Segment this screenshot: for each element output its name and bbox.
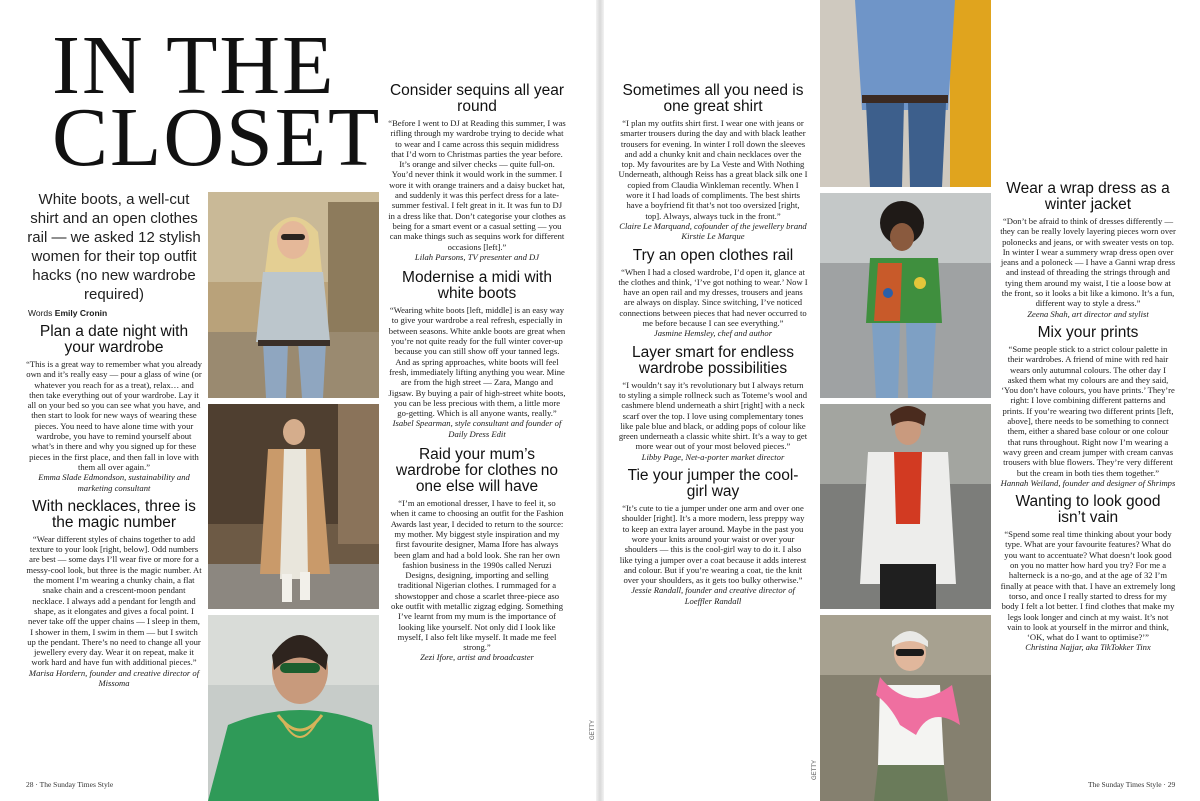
section-heading-sequins: Consider sequins all year round: [389, 82, 565, 115]
section-body-midi: “Wearing white boots [left, middle] is an easy way to give your wardrobe a real refresh, especially in between seasons. White ankle boots are great when you’re not quite ready for the full winter cover-up because you can still show off your tanned legs. And as spring approaches, white boots will feel fresh, immediately lifting anything you wear. Mine are from the high street — Zara, Mango and Jigsaw. By buying a pair of high-street white boots, you can be less precious with them, a little more go-getting. Which is all anyone wants, really.”: [388, 305, 566, 419]
photo-white-shirt-layer: [820, 404, 991, 609]
feature-title: [52, 19, 382, 184]
column-right-1: [618, 80, 808, 780]
section-heading-midi: Modernise a midi with white boots: [402, 269, 552, 303]
section-body-layer: “I wouldn’t say it’s revolutionary but I always return to styling a simple rollneck such as Toteme’s wool and cashmere blend underneath a shirt [right] with a neck scarf over the top. I love using complementary tones like pale blue and black, or adding pops of colour like green underneath a classic white shirt. It’s a way to get more wear out of your most beloved pieces.”: [618, 379, 808, 452]
section-body-wrap: “Don’t be afraid to think of dresses differently — they can be really lovely layering pieces worn over polonecks and jeans, or with sweater vests on top. In winter I wear a summery wrap dress open over jeans and a poloneck — I have a Ganni wrap dress and instead of threading the strings through and tying them around my waist, I tie a loose bow at the front, so it looks a bit like a kimono. It’s a fun, different way to style a dress.”: [1000, 216, 1176, 309]
byline: Words Emily Cronin: [28, 308, 108, 318]
photo-credit-left: GETTY: [590, 719, 596, 740]
section-body-shirt: “I plan my outfits shirt first. I wear one with jeans or smarter trousers during the day and with black leather trousers for evening. In winter I roll down the sleeves and add a chunky knit and chain necklaces over the top. My favourites are by La Veste and With Nothing Underneath, although Reiss has a great black silk one I copied from Claudia Winkleman recently. When I wore it I had loads of compliments. The best shirts have a boyfriend fit that’s not too oversized [right, top]. Always, always tuck in the front.”: [618, 118, 808, 221]
section-heading-date-night: Plan a date night with your wardrobe: [39, 323, 189, 356]
folio-left: 28 · The Sunday Times Style: [26, 780, 114, 789]
section-credit-jumper: Jessie Randall, founder and creative director of Loeffler Randall: [631, 585, 795, 606]
section-credit-mum: Zezi Ifore, artist and broadcaster: [420, 652, 534, 663]
section-credit-midi: Isabel Spearman, style consultant and founder of Daily Dress Edit: [392, 418, 562, 439]
section-heading-necklaces: With necklaces, three is the magic number: [32, 497, 196, 531]
column-left-1: [26, 190, 202, 782]
section-credit-wrap: Zeena Shah, art director and stylist: [1027, 308, 1149, 319]
feature-title-line1: IN THE: [52, 19, 336, 112]
folio-right: The Sunday Times Style · 29: [1088, 780, 1176, 789]
section-body-rail: “When I had a closed wardrobe, I’d open it, glance at the clothes and think, ‘I’ve got nothing to wear.’ Now I have an open rail and my dresses, trousers and jeans are always on display. Since switching, I’ve noticed connections between pieces that had never occurred to me before because I can see everything.”: [618, 266, 808, 329]
standfirst: White boots, a well-cut shirt and an open clothes rail — we asked 12 stylish women for their top outfit hacks (no new wardrobe required): [27, 191, 201, 303]
section-credit-necklaces: Marisa Hordern, founder and creative director of Missoma: [28, 667, 200, 689]
section-body-date-night: “This is a great way to remember what you already own and it’s really easy — pour a glass of wine (or whatever you reach for as a treat), relax… and then take everything out of your wardrobe. Lay it all on your bed so you can see what you have, and then start to look for new ways of wearing these pieces. You need to have alone time with your wardrobe, you have to remind yourself about what’s in there and why you signed up for these pieces in the first place, and then fall in love with them all over again.”: [26, 359, 202, 472]
section-heading-layer: Layer smart for endless wardrobe possibilities: [632, 343, 794, 377]
section-heading-shirt: Sometimes all you need is one great shirt: [622, 82, 804, 115]
section-heading-prints: Mix your prints: [1037, 323, 1139, 341]
photo-print-mix: [820, 193, 991, 398]
section-credit-date-night: Emma Slade Edmondson, sustainability and marketing consultant: [38, 472, 190, 493]
photo-blue-shirt: [820, 0, 991, 187]
section-credit-prints: Hannah Weiland, founder and designer of Shrimps: [1000, 477, 1176, 488]
column-left-2: [388, 80, 566, 780]
photo-sequins-street-style: [208, 192, 379, 398]
photo-credit-right: GETTY: [812, 759, 818, 780]
section-body-necklaces: “Wear different styles of chains together to add texture to your look [right, below]. Odd numbers are best — some days I’ll wear five or more for a messy-cool look, but three is the magic number. At the moment I’m wearing a chunky chain, a flat snake chain and a crescent-moon pendant necklace. I always add a pendant for length and shape, as it elongates and gives a focal point. I never take off the upper chains — I sleep in them, I shower in them, I swim in them — but I switch up the pendant. There’s no need to change all your jewellery every day. Wear it on repeat, make it work hard and have fun with additional pieces.”: [26, 533, 202, 668]
photo-jumper-tied: [820, 615, 991, 801]
page-gutter: [596, 0, 604, 801]
section-credit-vain: Christina Najjar, aka TikTokker Tinx: [1025, 642, 1151, 653]
section-credit-shirt: Claire Le Marquand, cofounder of the jewellery brand Kirstie Le Marque: [619, 220, 807, 242]
feature-title-line2: CLOSET: [52, 91, 382, 184]
section-heading-vain: Wanting to look good isn’t vain: [1015, 493, 1161, 527]
section-body-vain: “Spend some real time thinking about your body type. What are your favourite features? What do you want to accentuate? What doesn’t look good on you no matter how hard you try? For me a halterneck is a no-go, and at the age of 32 I’m finally at peace with that. I have an extremely long torso, and once I really started to dress for my body I felt a lot better. I find clothes that make my legs look longer and cinch at my waist. It’s not vain to look at yourself in the mirror and think, ‘OK, what do I want to optimise?’”: [1000, 529, 1176, 643]
section-credit-sequins: Lilah Parsons, TV presenter and DJ: [414, 251, 540, 262]
section-credit-rail: Jasmine Hemsley, chef and author: [653, 328, 773, 339]
section-credit-layer: Libby Page, Net-a-porter market director: [641, 451, 785, 462]
column-right-2: [1000, 178, 1176, 778]
section-heading-wrap: Wear a wrap dress as a winter jacket: [1006, 180, 1170, 213]
section-body-mum: “I’m an emotional dresser, I have to feel it, so when it came to choosing an outfit for the Fashion Awards last year, I decided to return to the source: my mother. My biggest style inspiration and my first favourite designer, Mama Ifore has always been glam and had a bold look. She ran her own fashion business in the 1990s called Neruzi Designs, designing, importing and selling traditional Nigerian clothes. I rummaged for a showstopper and chose a scarlet three-piece aso oke outfit with metallic zigzag edging. Something I’ve learnt from my mum is the importance of looking like yourself. Not only did I look like myself, I also felt like myself. It made me feel strong.”: [390, 498, 564, 653]
section-heading-mum: Raid your mum’s wardrobe for clothes no one else will have: [396, 446, 558, 496]
section-body-prints: “Some people stick to a strict colour palette in their wardrobes. A friend of mine with red hair wears only autumnal colours. The other day I asked them what my colours are and they said, ‘You don’t have colours, you have prints.’ They’re right: I love combining different patterns and prints. If you’re wearing two different prints [left, above], there needs to be something to connect them, either a shared base colour or one colour that runs throughout. Right now I’m wearing a wavy green and cream jumper with cream canvas trousers with blue flowers. They’re very different but the cream in both ties them together.”: [1001, 343, 1175, 478]
photo-white-boots-street-style: [208, 404, 379, 609]
section-body-sequins: “Before I went to DJ at Reading this summer, I was rifling through my wardrobe trying to decide what to wear and I came across this sequin mididress that I’d worn to Christmas parties the year before. It’s orange and silver checks — quite full-on. You’d never think it would work in the summer. I wore it with orange trainers and a daisy bucket hat, and suddenly it was this perfect dress for a late-summer festival. I felt great in it. It was fun to DJ in a dress like that. Don’t categorise your clothes as being for a smart event or a casual setting — you can make things such as sequins work for different occasions [left].”: [388, 118, 566, 252]
section-heading-jumper: Tie your jumper the cool-girl way: [627, 467, 799, 501]
section-body-jumper: “It’s cute to tie a jumper under one arm and over one shoulder [right]. It’s a more modern, less preppy way to keep an extra layer around. Maybe in the past you wore your knits around your waist or over your shoulders — this is the cool-girl way to do it. I also like tying a jumper over a coat because it adds interest and colour. But if you’re wearing a coat, tie the knit over your shoulders, as it gets too bulky otherwise.”: [619, 503, 807, 586]
photo-necklaces-green-top: [208, 615, 379, 801]
section-heading-rail: Try an open clothes rail: [632, 246, 794, 264]
